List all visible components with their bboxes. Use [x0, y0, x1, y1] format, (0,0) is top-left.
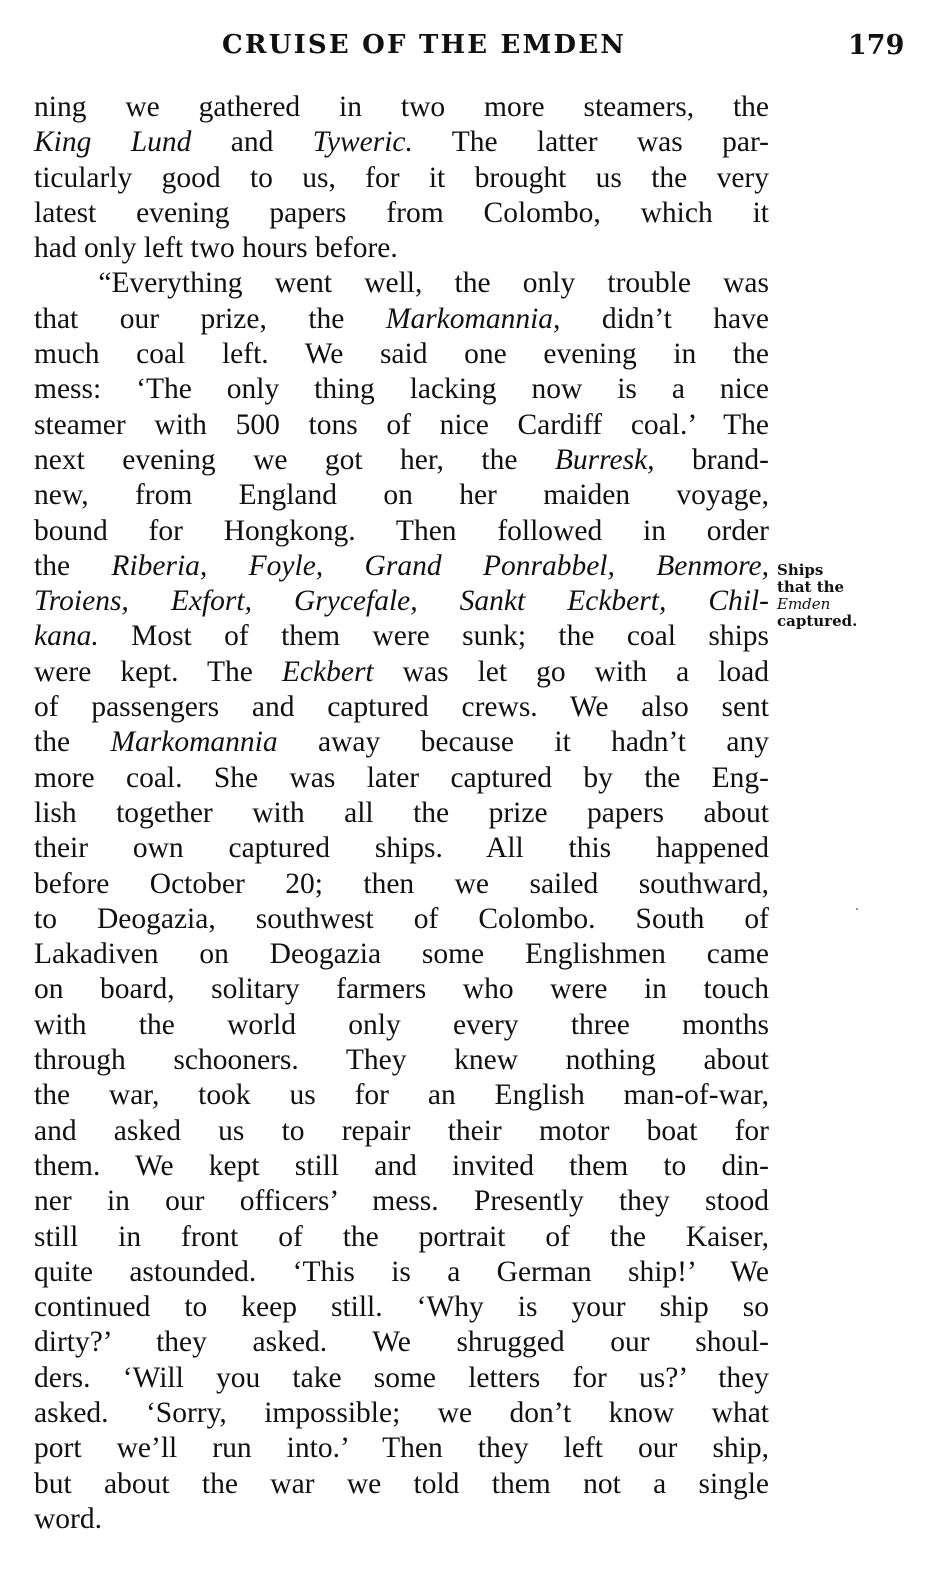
margin-note-line: Ships	[777, 561, 824, 579]
text-line	[34, 161, 769, 196]
text-line	[34, 372, 769, 407]
text-line	[34, 1043, 769, 1078]
text-line	[34, 1255, 769, 1290]
text-span: brand-	[654, 443, 769, 476]
text-span: latest evening papers from Colombo, which it	[34, 196, 769, 229]
text-line	[34, 1325, 769, 1360]
running-title: CRUISE OF THE EMDEN	[222, 30, 627, 60]
text-span: continued to keep still. ‘Why is your ship so	[34, 1291, 769, 1324]
text-line	[34, 1149, 769, 1184]
italic-span: Eckbert	[281, 655, 374, 688]
text-span: through schooners. They knew nothing about	[34, 1044, 769, 1077]
text-line	[34, 266, 769, 301]
text-span: didn’t have	[560, 302, 769, 335]
text-line	[34, 1502, 769, 1537]
paper-speck	[856, 908, 858, 910]
text-line	[34, 478, 769, 513]
text-span: had only left two hours before.	[34, 232, 398, 265]
text-line	[34, 302, 769, 337]
text-span: the	[34, 726, 111, 759]
text-line	[34, 1396, 769, 1431]
text-line	[34, 231, 769, 266]
text-span: quite astounded. ‘This is a German ship!’ We	[34, 1255, 769, 1288]
text-line	[34, 761, 769, 796]
text-span: steamer with 500 tons of nice Cardiff coal.’ The	[34, 408, 769, 441]
page-header	[0, 30, 950, 70]
text-line	[34, 1078, 769, 1113]
text-span: to Deogazia, southwest of Colombo. South of	[34, 902, 769, 935]
text-line	[34, 549, 769, 584]
text-span: dirty?’ they asked. We shrugged our shoul-	[34, 1326, 769, 1359]
text-line	[34, 196, 769, 231]
text-span: their own captured ships. All this happened	[34, 832, 769, 865]
page-number: 179	[848, 30, 905, 61]
text-line	[34, 1008, 769, 1043]
text-span: more coal. She was later captured by the Eng-	[34, 761, 769, 794]
text-line	[34, 443, 769, 478]
text-line	[34, 655, 769, 690]
margin-note-line: Emden	[777, 595, 831, 613]
italic-span: Markomannia,	[385, 302, 561, 335]
text-span: Most of them were sunk; the coal ships	[98, 620, 769, 653]
text-line	[34, 1220, 769, 1255]
text-span: The latter was par-	[412, 126, 769, 159]
text-span: “Everything went well, the only trouble was	[34, 267, 769, 300]
text-line	[34, 937, 769, 972]
text-span: were kept. The	[34, 655, 282, 688]
italic-span: Markomannia	[110, 726, 278, 759]
text-line	[34, 867, 769, 902]
text-line	[34, 408, 769, 443]
text-line	[34, 725, 769, 760]
text-span: before October 20; then we sailed southward,	[34, 867, 769, 900]
margin-note-line: captured.	[777, 612, 858, 630]
text-line	[34, 514, 769, 549]
italic-span: King Lund	[34, 126, 192, 159]
text-line	[34, 619, 769, 654]
text-line	[34, 1467, 769, 1502]
body-text	[34, 90, 769, 1537]
text-line	[34, 1431, 769, 1466]
text-span: the war, took us for an English man-of-war,	[34, 1079, 769, 1112]
italic-span: Troiens, Exfort, Grycefale, Sankt Eckbert, Chil-	[34, 585, 769, 618]
margin-note	[777, 562, 897, 630]
text-span: still in front of the portrait of the Kaiser,	[34, 1220, 769, 1253]
text-span: them. We kept still and invited them to din-	[34, 1149, 769, 1182]
italic-span: Riberia, Foyle, Grand Ponrabbel, Benmore,	[111, 549, 770, 582]
text-span: away because it hadn’t any	[277, 726, 769, 759]
text-span: mess: ‘The only thing lacking now is a nice	[34, 373, 769, 406]
text-line	[34, 902, 769, 937]
italic-span: Tyweric.	[312, 126, 413, 159]
text-line	[34, 1184, 769, 1219]
text-span: was let go with a load	[373, 655, 769, 688]
text-span: that our prize, the	[34, 302, 386, 335]
text-span: new, from England on her maiden voyage,	[34, 479, 769, 512]
italic-span: Burresk,	[554, 443, 655, 476]
text-line	[34, 90, 769, 125]
text-line	[34, 1290, 769, 1325]
text-line	[34, 831, 769, 866]
text-span: bound for Hongkong. Then followed in order	[34, 514, 769, 547]
text-span: next evening we got her, the	[34, 443, 555, 476]
text-line	[34, 690, 769, 725]
text-line	[34, 125, 769, 160]
text-line	[34, 584, 769, 619]
text-span: lish together with all the prize papers about	[34, 796, 769, 829]
text-span: on board, solitary farmers who were in touch	[34, 973, 769, 1006]
text-span: the	[34, 549, 112, 582]
text-line	[34, 1361, 769, 1396]
text-line	[34, 337, 769, 372]
text-line	[34, 796, 769, 831]
text-span: of passengers and captured crews. We also sent	[34, 691, 769, 724]
text-span: ner in our officers’ mess. Presently they stood	[34, 1185, 769, 1218]
text-span: but about the war we told them not a single	[34, 1467, 769, 1500]
margin-note-line: that the	[777, 578, 845, 596]
text-span: word.	[34, 1502, 103, 1535]
text-span: and asked us to repair their motor boat for	[34, 1114, 769, 1147]
text-span: Lakadiven on Deogazia some Englishmen came	[34, 938, 769, 971]
text-span: ning we gathered in two more steamers, the	[34, 91, 769, 123]
text-line	[34, 1114, 769, 1149]
text-span: ticularly good to us, for it brought us the very	[34, 161, 769, 194]
text-line	[34, 972, 769, 1007]
text-span: and	[191, 126, 313, 159]
text-span: port we’ll run into.’ Then they left our ship,	[34, 1432, 769, 1465]
text-span: with the world only every three months	[34, 1008, 769, 1041]
italic-span: kana.	[34, 620, 99, 653]
text-span: ders. ‘Will you take some letters for us?’ they	[34, 1361, 769, 1394]
text-span: much coal left. We said one evening in the	[34, 338, 769, 371]
text-span: asked. ‘Sorry, impossible; we don’t know what	[34, 1396, 769, 1429]
